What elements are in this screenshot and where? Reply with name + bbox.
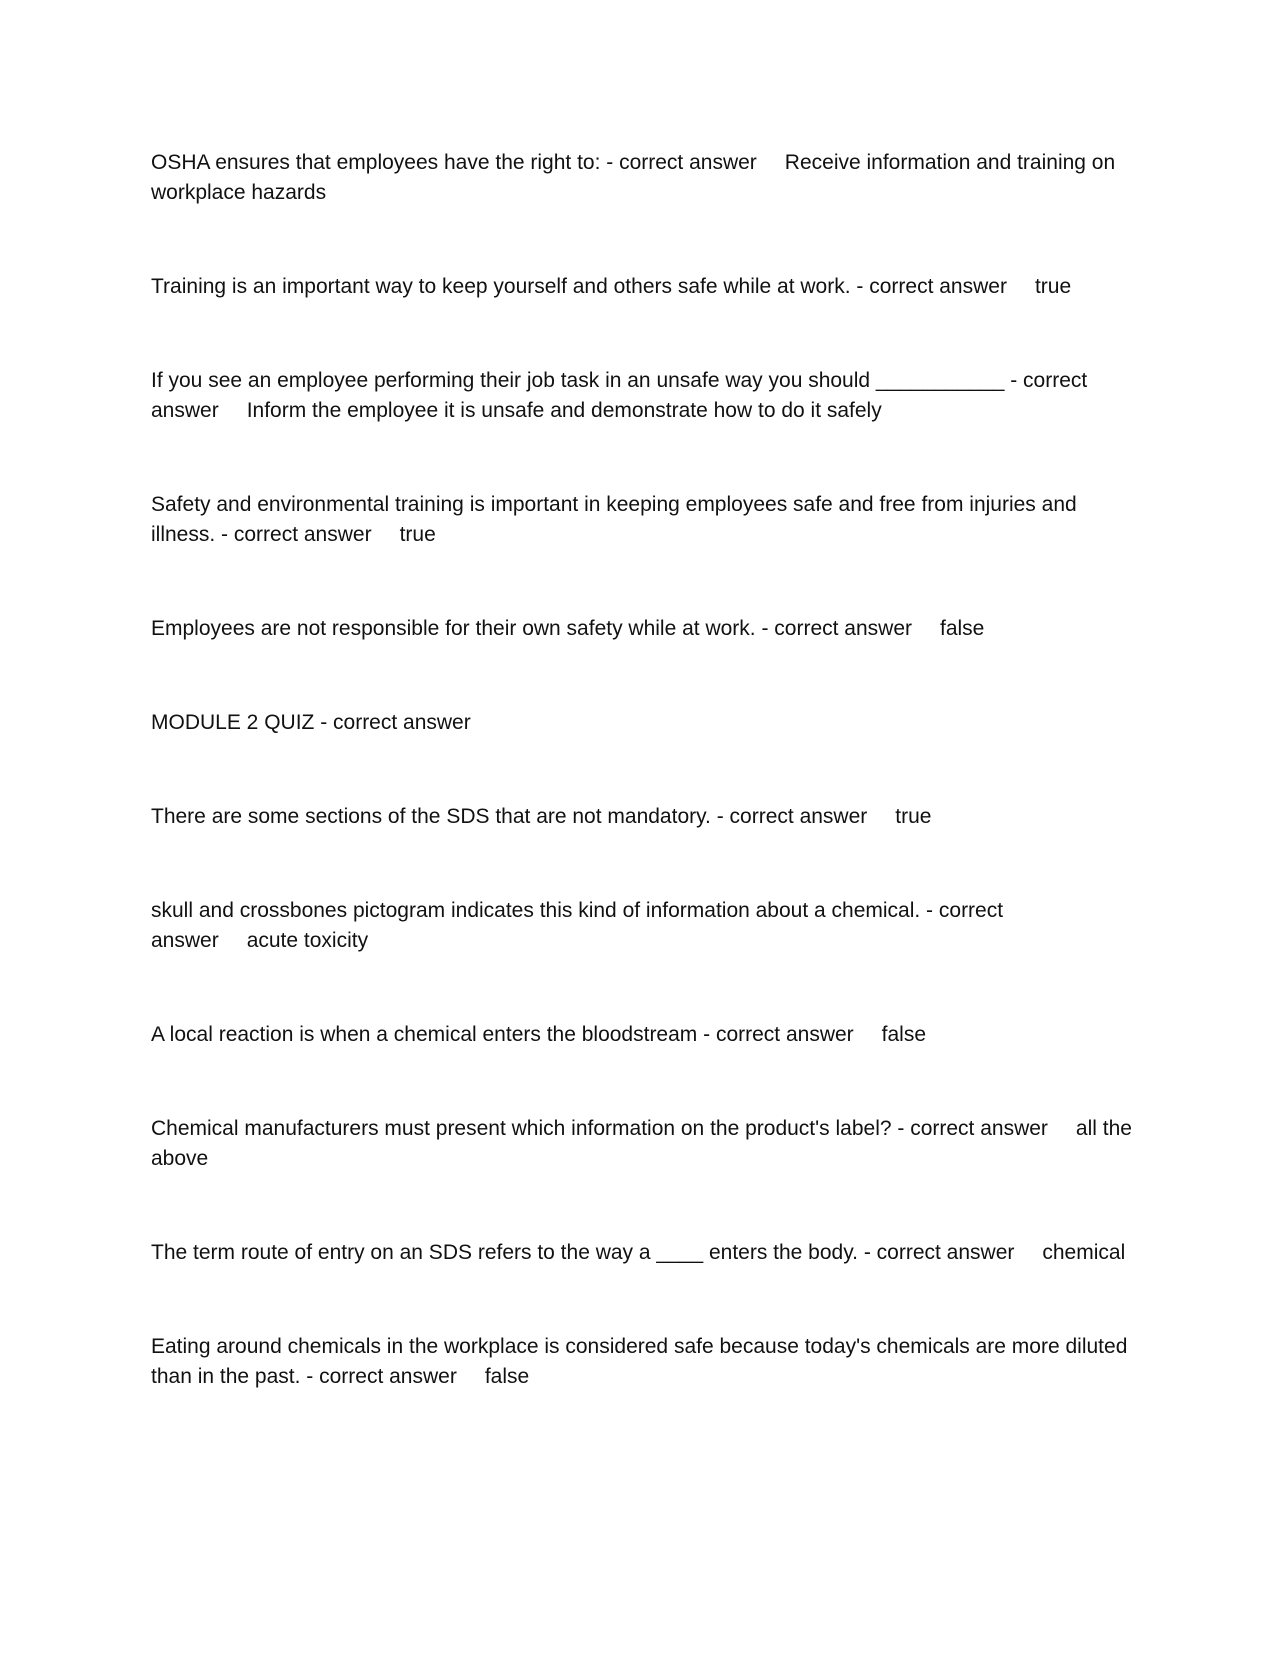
qa-item: [151, 366, 1136, 426]
qa-item: [151, 490, 1136, 550]
qa-item: [151, 614, 1136, 644]
qa-item: [151, 1020, 1136, 1050]
answer-text: true: [895, 805, 932, 828]
question-text: Eating around chemicals in the workplace is considered safe because today's chemicals are more diluted than in the past. - correct answer: [151, 1335, 1128, 1388]
question-text: skull and crossbones pictogram indicates this kind of information about a chemical. - correct answer: [151, 899, 1004, 952]
question-text: OSHA ensures that employees have the right to: - correct answer: [151, 151, 757, 174]
answer-text: all the above: [151, 1117, 1132, 1170]
qa-item: [151, 272, 1136, 302]
answer-text: true: [399, 523, 436, 546]
question-text: Employees are not responsible for their own safety while at work. - correct answer: [151, 617, 912, 640]
question-text: The term route of entry on an SDS refers to the way a ____ enters the body. - correct answer: [151, 1241, 1015, 1264]
answer-text: chemical: [1042, 1241, 1126, 1264]
answer-text: false: [881, 1023, 927, 1046]
qa-item: [151, 896, 1136, 956]
answer-text: false: [484, 1365, 530, 1388]
answer-text: Inform the employee it is unsafe and demonstrate how to do it safely: [246, 399, 882, 422]
qa-list: [151, 148, 1136, 1456]
section-heading: [151, 708, 1136, 738]
question-text: MODULE 2 QUIZ - correct answer: [151, 711, 471, 734]
answer-text: false: [940, 617, 985, 640]
answer-text: Receive information and training on workplace hazards: [151, 151, 1116, 204]
question-text: A local reaction is when a chemical enters the bloodstream - correct answer: [151, 1023, 854, 1046]
answer-text: true: [1034, 275, 1072, 298]
answer-text: acute toxicity: [246, 929, 369, 952]
qa-item: [151, 1238, 1136, 1268]
question-text: If you see an employee performing their job task in an unsafe way you should ___________ - correct answer: [151, 369, 1088, 422]
qa-item: [151, 148, 1136, 208]
qa-item: [151, 1114, 1136, 1174]
question-text: Safety and environmental training is important in keeping employees safe and free from injuries and illness. - correct answer: [151, 493, 1077, 546]
question-text: Training is an important way to keep yourself and others safe while at work. - correct answer: [151, 275, 1007, 298]
qa-item: [151, 1332, 1136, 1392]
question-text: There are some sections of the SDS that are not mandatory. - correct answer: [151, 805, 868, 828]
qa-item: [151, 802, 1136, 832]
question-text: Chemical manufacturers must present which information on the product's label? - correct answer: [151, 1117, 1048, 1140]
